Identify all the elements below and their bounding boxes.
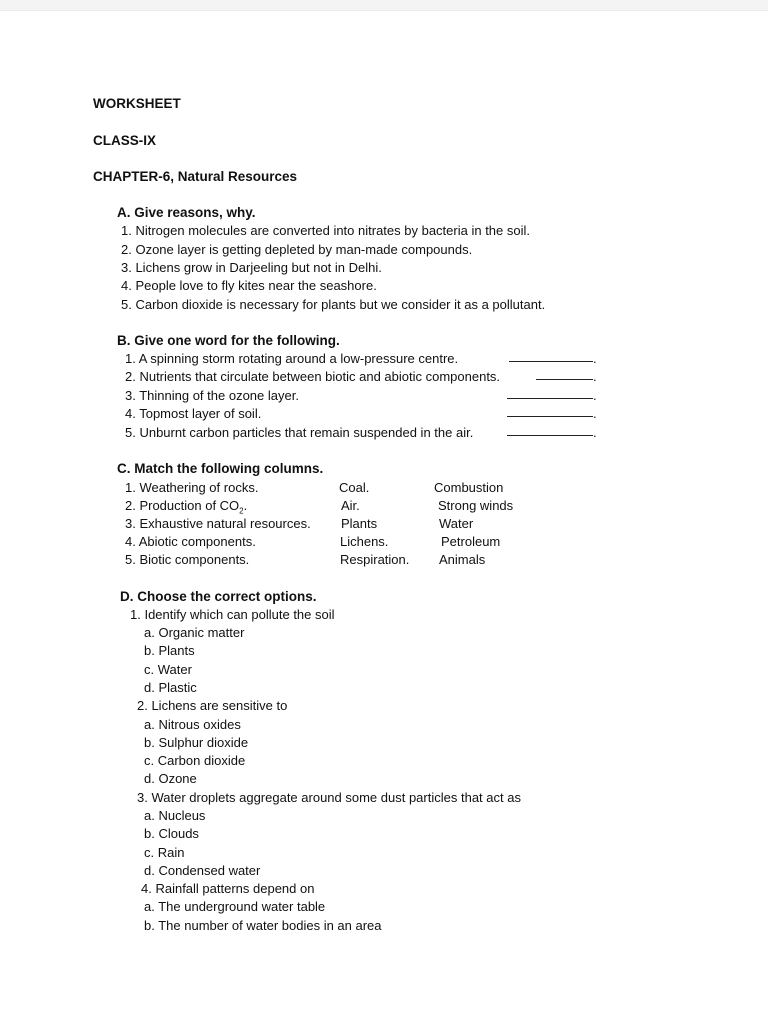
answer-blank [536,379,593,380]
option: c. Rain [144,845,185,860]
list-item: 5. Carbon dioxide is necessary for plants but we consider it as a pollutant. [121,297,546,312]
list-item: 2. Nutrients that circulate between biotic and abiotic components. [125,369,501,384]
option: d. Plastic [144,680,197,695]
option: c. Water [144,662,192,677]
list-item: 1. Nitrogen molecules are converted into nitrates by bacteria in the soil. [121,223,530,238]
list-item: 1. A spinning storm rotating around a low-pressure centre. [125,351,459,366]
match-middle-item: Respiration. [340,552,410,567]
match-right-item: Petroleum [441,534,501,549]
match-right-item: Animals [439,552,486,567]
answer-blank [507,435,593,436]
chapter-label: CHAPTER-6, Natural Resources [93,169,298,184]
question: 4. Rainfall patterns depend on [141,881,315,896]
match-middle-item: Air. [341,498,360,513]
match-left-item: 3. Exhaustive natural resources. [125,516,311,531]
option: b. Clouds [144,826,199,841]
question: 3. Water droplets aggregate around some dust particles that act as [137,790,521,805]
option: d. Ozone [144,771,197,786]
blank-period: . [593,425,597,440]
section-a-title: A. Give reasons, why. [117,205,256,220]
option: a. The underground water table [144,899,326,914]
option: d. Condensed water [144,863,261,878]
question: 1. Identify which can pollute the soil [130,607,335,622]
blank-period: . [593,351,597,366]
option: b. Plants [144,643,195,658]
answer-blank [507,398,593,399]
match-middle-item: Plants [341,516,378,531]
match-right-item: Water [439,516,474,531]
match-left-item: 4. Abiotic components. [125,534,256,549]
list-item: 3. Lichens grow in Darjeeling but not in Delhi. [121,260,382,275]
list-item: 3. Thinning of the ozone layer. [125,388,299,403]
worksheet-title: WORKSHEET [93,96,181,111]
blank-period: . [593,388,597,403]
section-d-title: D. Choose the correct options. [120,589,317,604]
answer-blank [507,416,593,417]
match-left-item: 5. Biotic components. [125,552,250,567]
match-left-item: 1. Weathering of rocks. [125,480,259,495]
list-item: 5. Unburnt carbon particles that remain suspended in the air. [125,425,474,440]
question: 2. Lichens are sensitive to [137,698,288,713]
option: a. Nucleus [144,808,206,823]
answer-blank [509,361,593,362]
blank-period: . [593,369,597,384]
option: a. Nitrous oxides [144,717,241,732]
list-item: 4. Topmost layer of soil. [125,406,262,421]
match-right-item: Strong winds [438,498,514,513]
match-middle-item: Lichens. [340,534,389,549]
option: c. Carbon dioxide [144,753,246,768]
class-label: CLASS-IX [93,133,157,148]
list-item: 2. Ozone layer is getting depleted by man-made compounds. [121,242,473,257]
option: b. The number of water bodies in an area [144,918,382,933]
top-bar [0,0,768,11]
section-c-title: C. Match the following columns. [117,461,324,476]
option: b. Sulphur dioxide [144,735,249,750]
match-right-item: Combustion [434,480,504,495]
blank-period: . [593,406,597,421]
match-middle-item: Coal. [339,480,370,495]
section-b-title: B. Give one word for the following. [117,333,340,348]
option: a. Organic matter [144,625,245,640]
list-item: 4. People love to fly kites near the seashore. [121,278,377,293]
match-left-item: 2. Production of $CO_2$. [125,498,248,516]
